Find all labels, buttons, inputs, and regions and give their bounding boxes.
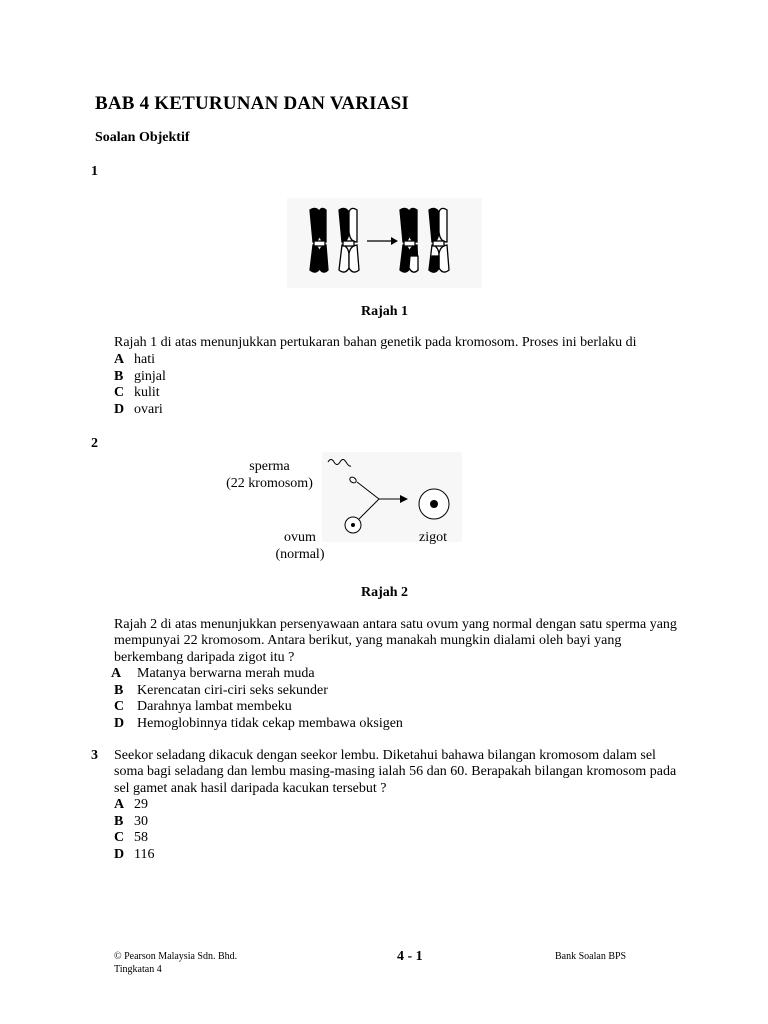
option-a[interactable]: A 29 [114,797,148,812]
zygote-label: zigot [419,530,447,545]
ovum-label: ovum (normal) [275,530,325,562]
option-c[interactable]: C Darahnya lambat membeku [114,699,292,715]
footer-copyright: © Pearson Malaysia Sdn. Bhd. [114,951,238,962]
option-d[interactable]: D 116 [114,846,155,862]
question-3-stem: Seekor seladang dikacuk dengan seekor lembu. Diketahui bahawa bilangan kromosom dalam sel soma bagi seladang dan lembu masing-masing ialah 56 dan 60. Berapakah bilangan kromosom pada sel gamet anak hasil daripada kacukan tersebut ? [114,748,677,796]
option-d[interactable]: D ovari [114,401,163,417]
option-b[interactable]: B 30 [114,813,148,829]
option-b[interactable]: B Kerencatan ciri-ciri seks sekunder [114,682,328,698]
chapter-title: BAB 4 KETURUNAN DAN VARIASI [95,93,410,114]
option-c[interactable]: C kulit [114,385,160,401]
question-2-number: 2 [91,436,98,451]
fertilization-diagram [322,452,462,542]
ovum-icon [345,517,361,533]
zygote-icon [419,489,449,519]
question-1-stem: Rajah 1 di atas menunjukkan pertukaran bahan genetik pada kromosom. Proses ini berlaku di [114,335,637,350]
figure-1-caption: Rajah 1 [361,304,409,319]
footer-form: Tingkatan 4 [114,964,162,975]
question-1-options [114,352,166,418]
option-a[interactable]: A Matanya berwarna merah muda [111,666,315,681]
footer-bank: Bank Soalan BPS [555,951,627,962]
question-2-stem: Rajah 2 di atas menunjukkan persenyawaan antara satu ovum yang normal dengan satu sperma yang mempunyai 22 kromosom. Antara berikut, yang manakah mungkin dialami oleh bayi yang berkembang daripada zigot itu ? [114,617,677,665]
option-a[interactable]: A hati [114,352,155,367]
section-title: Soalan Objektif [95,130,190,145]
question-3-number: 3 [91,748,98,763]
sperm-label: sperma (22 kromosom) [226,459,313,491]
option-c[interactable]: C 58 [114,830,148,846]
option-b[interactable]: B ginjal [114,368,166,384]
chromosome-crossing-over-diagram [287,198,482,288]
figure-2-caption: Rajah 2 [361,585,409,600]
page-number: 4 - 1 [397,949,423,964]
question-1-number: 1 [91,164,98,179]
question-2-options [111,666,403,732]
option-d[interactable]: D Hemoglobinnya tidak cekap membawa oksigen [114,715,403,731]
question-3-options [114,797,154,863]
